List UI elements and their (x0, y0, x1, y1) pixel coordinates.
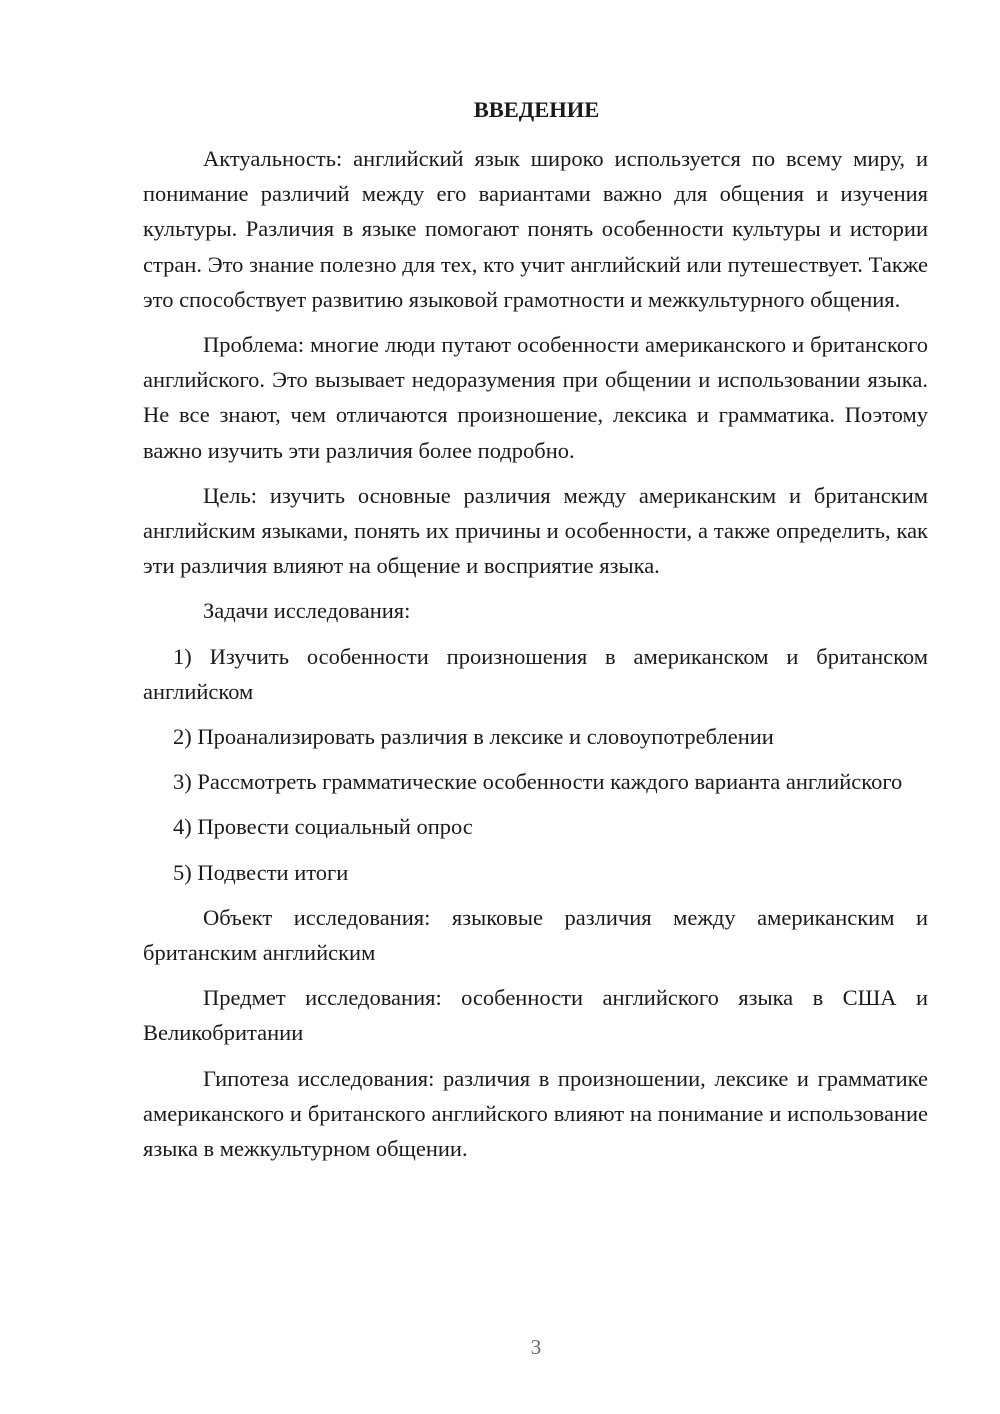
section-title: ВВЕДЕНИЕ (473, 97, 600, 122)
subject-paragraph: Предмет исследования: особенности английского языка в США и Великобритании (143, 985, 928, 1046)
task-item: 4) Провести социальный опрос (173, 814, 473, 840)
page-number: 3 (530, 1335, 542, 1359)
relevance-paragraph: Актуальность: английский язык широко используется по всему миру, и понимание различий между его вариантами важно для общения и изучения культуры. Различия в языке помогают понять особенности культуры и истории стран. Это знание полезно для тех, кто учит английский или путешествует. Также это способствует развитию языковой грамотности и межкультурного общения. (143, 146, 928, 312)
task-item: 5) Подвести итоги (173, 859, 349, 885)
problem-paragraph: Проблема: многие люди путают особенности американского и британского английского. Это вызывает недоразумения при общении и использовании языка. Не все знают, чем отличаются произношение, лексика и грамматика. Поэтому важно изучить эти различия более подробно. (143, 332, 928, 463)
hypothesis-paragraph: Гипотеза исследования: различия в произношении, лексике и грамматике американского и британского английского влияют на понимание и использование языка в межкультурном общении. (143, 1065, 928, 1162)
tasks-heading: Задачи исследования: (203, 598, 411, 624)
object-paragraph: Объект исследования: языковые различия между американским и британским английским (143, 904, 928, 966)
task-item: 3) Рассмотреть грамматические особенности каждого варианта английского (173, 769, 903, 795)
task-item: 1) Изучить особенности произношения в американском и британском английском (143, 643, 928, 704)
page-content (143, 92, 928, 1176)
goal-paragraph: Цель: изучить основные различия между американским и британским английским языками, понять их причины и особенности, а также определить, как эти различия влияют на общение и восприятие языка. (143, 482, 928, 579)
task-item: 2) Проанализировать различия в лексике и словоупотреблении (173, 724, 774, 750)
